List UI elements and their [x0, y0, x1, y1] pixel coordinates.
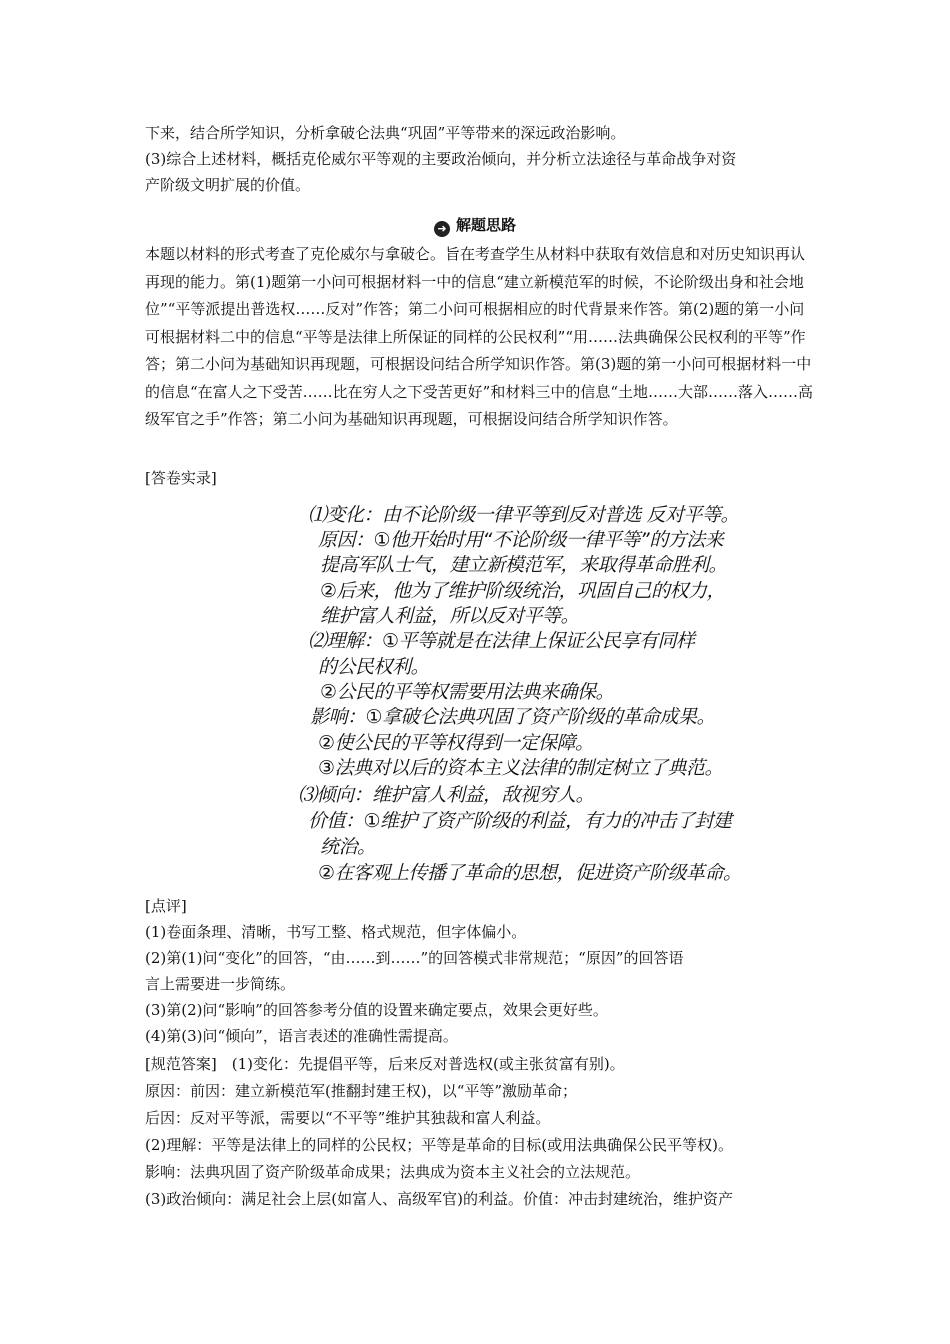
handwritten-line: 价值：①维护了资产阶级的利益，有力的冲击了封建 — [308, 810, 732, 832]
handwritten-line: ⑴变化：由不论阶级一律平等到反对普选 反对平等。 — [308, 504, 740, 526]
handwritten-line: 提高军队士气，建立新模范军，来取得革命胜利。 — [320, 554, 728, 576]
handwritten-line: ②公民的平等权需要用法典来确保。 — [320, 681, 615, 703]
section-heading-label: 解题思路 — [455, 216, 516, 234]
standard-answer-line: (3)政治倾向：满足社会上层(如富人、高级军官)的利益。价值：冲击封建统治，维护资产 — [145, 1190, 733, 1208]
standard-answer-line: 影响：法典巩固了资产阶级革命成果；法典成为资本主义社会的立法规范。 — [145, 1163, 641, 1181]
standard-answer-line: (2)理解：平等是法律上的同样的公民权；平等是革命的目标(或用法典确保公民平等权)。 — [145, 1136, 733, 1154]
handwritten-line: ②使公民的平等权得到一定保障。 — [318, 732, 594, 754]
review-item: 言上需要进一步简练。 — [145, 975, 296, 993]
handwritten-line: 原因：①他开始时用“不论阶级一律平等”的方法来 — [318, 529, 724, 551]
standard-answer-line: 原因：前因：建立新模范军(推翻封建王权)，以“平等”激励革命； — [145, 1082, 578, 1100]
handwritten-line: 的公民权利。 — [318, 656, 430, 678]
analysis-paragraph: 本题以材料的形式考查了克伦威尔与拿破仑。旨在考查学生从材料中获取有效信息和对历史知识再认再现的能力。第(1)题第一小问可根据材料一中的信息“建立新模范军的时候，不论阶级出身和社会地位”“平等派提出普选权……反对”作答；第二小问可根据相应的时代背景来作答。第(2)题的第一小问可根据材料二中的信息“平等是法律上所保证的同样的公民权利”“用……法典确保公民权利的平等”作答；第二小问为基础知识再现题，可根据设问结合所学知识作答。第(3)题的第一小问可根据材料一中的信息“在富人之下受苦……比在穷人之下受苦更好”和材料三中的信息“土地……大部……落入……高级军官之手”作答；第二小问为基础知识再现题，可根据设问结合所学知识作答。 — [145, 245, 814, 428]
handwritten-answer-image — [290, 490, 742, 890]
answer-record-label: [答卷实录] — [145, 469, 217, 487]
handwritten-line: ②后来，他为了维护阶级统治，巩固自己的权力， — [320, 580, 726, 602]
review-item: (3)第(2)问“影响”的回答参考分值的设置来确定要点，效果会更好些。 — [145, 1001, 608, 1019]
question-text-line: (3)综合上述材料，概括克伦威尔平等观的主要政治倾向，并分析立法途径与革命战争对资 — [145, 150, 737, 168]
handwritten-line: 维护富人利益，所以反对平等。 — [320, 605, 580, 627]
standard-answer-label: [规范答案] — [145, 1055, 217, 1073]
review-item: (2)第(1)问“变化”的回答，“由……到……”的回答模式非常规范；“原因”的回答语 — [145, 949, 684, 967]
handwritten-line: ⑶倾向：维护富人利益，敌视穷人。 — [298, 784, 595, 806]
review-item: (4)第(3)问“倾向”，语言表述的准确性需提高。 — [145, 1027, 458, 1045]
standard-answer-text: (1)变化：先提倡平等，后来反对普选权(或主张贫富有别)。 — [216, 1055, 625, 1073]
review-label: [点评] — [145, 897, 187, 915]
question-text-line: 产阶级文明扩展的价值。 — [145, 176, 311, 194]
handwritten-line: 统治。 — [320, 836, 376, 858]
standard-answer-first-line — [145, 1051, 825, 1077]
handwritten-line: ③法典对以后的资本主义法律的制定树立了典范。 — [318, 757, 724, 779]
handwritten-line: ②在客观上传播了革命的思想，促进资产阶级革命。 — [318, 862, 742, 884]
standard-answer-line: 后因：反对平等派，需要以“不平等”维护其独裁和富人利益。 — [145, 1109, 551, 1127]
handwritten-line: 影响：①拿破仑法典巩固了资产阶级的革命成果。 — [310, 706, 716, 728]
arrow-circle-icon: ➜ — [434, 221, 450, 237]
review-item: (1)卷面条理、清晰，书写工整、格式规范，但字体偏小。 — [145, 923, 527, 941]
section-heading — [0, 212, 950, 238]
question-text-line: 下来，结合所学知识，分析拿破仑法典“巩固”平等带来的深远政治影响。 — [145, 124, 626, 142]
handwritten-line: ⑵理解：①平等就是在法律上保证公民享有同样 — [308, 630, 695, 652]
